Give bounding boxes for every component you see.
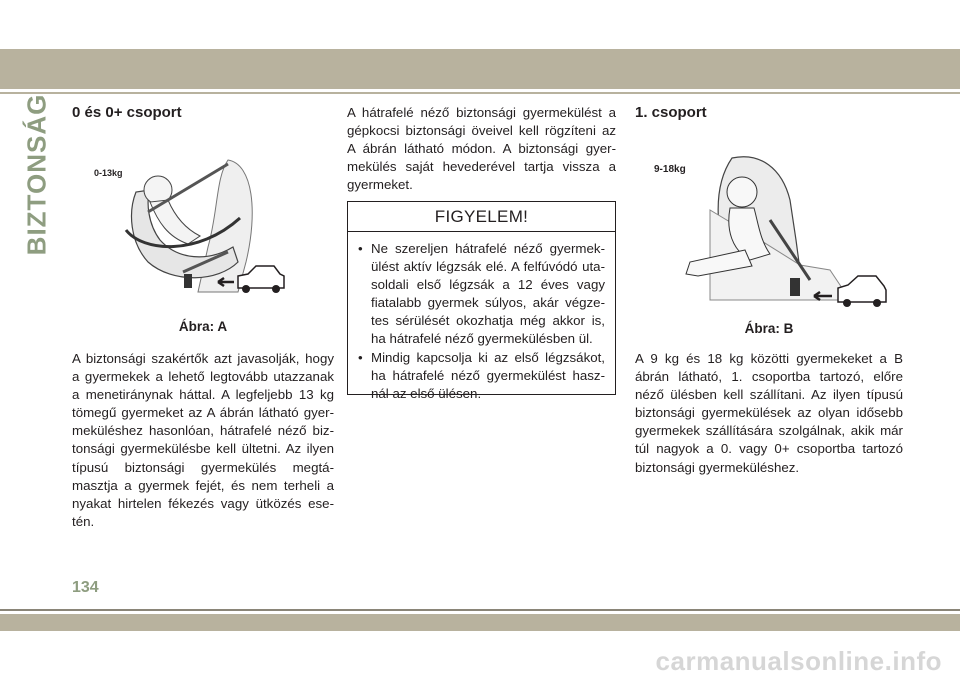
group-1-heading: 1. csoport (635, 104, 707, 121)
rear-facing-install-text: A hátrafelé néző biztonsági gyermekülést a gépkocsi biztonsági öveivel kell rögzíteni az A ábrán látható módon. A biztonsági gyermekülés saját hevederével tartja vissza a gyermeket. (347, 105, 616, 193)
figure-a (88, 152, 288, 307)
group-1-body: A 9 kg és 18 kg közötti gyermekeket a B ábrán látható, 1. csoportba tartozó, előre néző ülésben kell szállítani. Az ilyen típusú biztonsági gyermekülések az olyan idősebb gyermekek szállítására szolgálnak, akik már túl nagyok a 0. vagy 0+ csoportba tartozó biztonsági gyermeküléshez. (635, 351, 903, 475)
watermark: carmanualsonline.info (655, 646, 942, 676)
footer-band (0, 614, 960, 631)
section-tab (20, 93, 54, 255)
section-title: BIZTONSÁG (21, 93, 52, 255)
footer-rule (0, 609, 960, 611)
figure-b (650, 150, 890, 312)
page-number: 134 (72, 579, 99, 596)
figure-a-weight-label: 0-13kg (94, 168, 123, 178)
header-rule (0, 92, 960, 94)
warning-title: FIGYELEM! (348, 202, 615, 232)
group-0-heading: 0 és 0+ csoport (72, 104, 182, 121)
forward-facing-seat-illustration (650, 150, 890, 312)
header-band (0, 49, 960, 89)
warning-box (347, 201, 616, 401)
figure-b-weight-label: 9-18kg (654, 164, 686, 175)
rear-facing-seat-illustration (88, 152, 288, 307)
warning-list (348, 232, 615, 403)
warning-item: • Ne szereljen hátrafelé néző gyermekülést aktív légzsák elé. A felfúvódó utasoldali első légzsák a 12 éves vagy fiatalabb gyermek súlyos, akár végzetes sérülését okozhatja még akkor is, ha hátrafelé néző gyermekülésben ül. (358, 240, 605, 349)
warning-item: • Mindig kapcsolja ki az első légzsákot, ha hátrafelé néző gyermekülést használ az első ülésen. (358, 349, 605, 403)
figure-b-caption: Ábra: B (744, 321, 794, 336)
figure-a-caption: Ábra: A (178, 319, 228, 334)
group-0-body: A biztonsági szakértők azt javasolják, hogy a gyermekek a lehető legtovább utazzanak a menetiránynak háttal. A legfeljebb 13 kg tömegű gyermeket az A ábrán látható gyermeküléshez hasonlóan, hátrafelé néző biztonsági gyermekülésbe kell ültetni. Az ilyen típusú biztonsági gyermekülés megtámasztja a gyermek fejét, és nem terheli a nyakat hirtelen fékezés vagy ütközés esetén. (72, 351, 334, 529)
